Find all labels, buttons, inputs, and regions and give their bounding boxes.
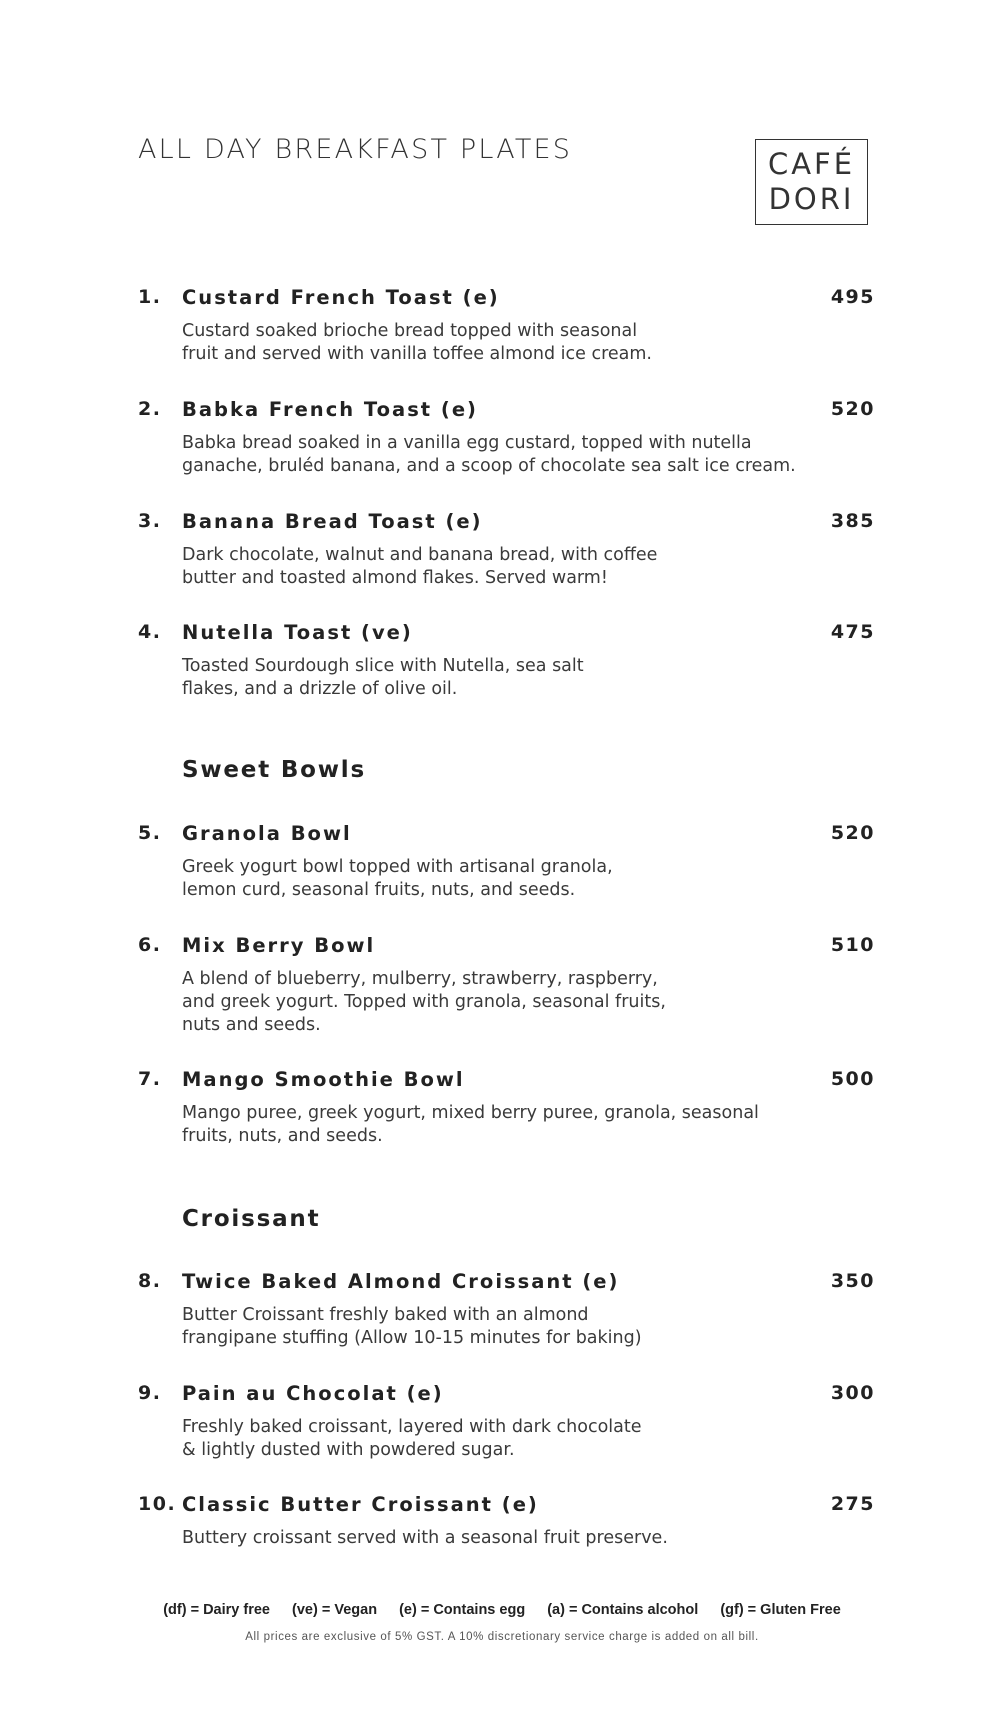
item-description	[182, 544, 882, 590]
item-price: 510	[830, 934, 875, 956]
item-number: 5.	[138, 822, 162, 844]
item-price: 275	[830, 1493, 875, 1515]
item-number: 10.	[138, 1493, 177, 1515]
description-line: Mango puree, greek yogurt, mixed berry puree, granola, seasonal	[182, 1103, 759, 1123]
description-line: Greek yogurt bowl topped with artisanal granola,	[182, 857, 613, 877]
dietary-legend	[0, 1602, 1004, 1618]
page-title: ALL DAY BREAKFAST PLATES	[138, 134, 573, 165]
description-line: Buttery croissant served with a seasonal fruit preserve.	[182, 1528, 668, 1548]
item-description	[182, 432, 882, 478]
legend-dairy-free: (df) = Dairy free	[163, 1602, 270, 1618]
item-number: 2.	[138, 398, 162, 420]
description-line: Freshly baked croissant, layered with dark chocolate	[182, 1417, 642, 1437]
description-line: and greek yogurt. Topped with granola, seasonal fruits,	[182, 992, 666, 1012]
item-name: Twice Baked Almond Croissant (e)	[182, 1270, 620, 1293]
description-line: Dark chocolate, walnut and banana bread, with coffee	[182, 545, 658, 565]
item-name: Banana Bread Toast (e)	[182, 510, 483, 533]
item-description	[182, 1102, 882, 1148]
description-line: lemon curd, seasonal fruits, nuts, and seeds.	[182, 880, 576, 900]
item-price: 500	[830, 1068, 875, 1090]
legend-gluten-free: (gf) = Gluten Free	[720, 1602, 841, 1618]
description-line: fruit and served with vanilla toffee almond ice cream.	[182, 344, 652, 364]
item-number: 1.	[138, 286, 162, 308]
item-name: Babka French Toast (e)	[182, 398, 478, 421]
item-description	[182, 968, 882, 1037]
item-description	[182, 1527, 882, 1550]
logo-line-dori: DORI	[768, 182, 855, 216]
item-name: Custard French Toast (e)	[182, 286, 500, 309]
legend-contains-alcohol: (a) = Contains alcohol	[547, 1602, 699, 1618]
item-number: 3.	[138, 510, 162, 532]
section-heading-sweet-bowls: Sweet Bowls	[182, 757, 366, 783]
description-line: A blend of blueberry, mulberry, strawberry, raspberry,	[182, 969, 658, 989]
cafe-logo	[755, 139, 868, 225]
item-number: 6.	[138, 934, 162, 956]
item-description	[182, 1304, 882, 1350]
item-price: 350	[830, 1270, 875, 1292]
item-number: 9.	[138, 1382, 162, 1404]
item-description	[182, 856, 882, 902]
description-line: & lightly dusted with powdered sugar.	[182, 1440, 515, 1460]
description-line: Toasted Sourdough slice with Nutella, sea salt	[182, 656, 584, 676]
item-name: Granola Bowl	[182, 822, 352, 845]
description-line: flakes, and a drizzle of olive oil.	[182, 679, 458, 699]
legend-contains-egg: (e) = Contains egg	[399, 1602, 526, 1618]
legend-vegan: (ve) = Vegan	[292, 1602, 378, 1618]
logo-line-cafe: CAFÉ	[767, 147, 856, 181]
item-name: Mango Smoothie Bowl	[182, 1068, 465, 1091]
description-line: frangipane stuffing (Allow 10-15 minutes for baking)	[182, 1328, 642, 1348]
item-description	[182, 320, 882, 366]
description-line: Babka bread soaked in a vanilla egg custard, topped with nutella	[182, 433, 752, 453]
item-description	[182, 655, 882, 701]
item-price: 520	[830, 822, 875, 844]
item-price: 300	[830, 1382, 875, 1404]
item-price: 475	[830, 621, 875, 643]
item-price: 495	[830, 286, 875, 308]
item-name: Pain au Chocolat (e)	[182, 1382, 444, 1405]
item-price: 385	[830, 510, 875, 532]
item-name: Nutella Toast (ve)	[182, 621, 413, 644]
description-line: fruits, nuts, and seeds.	[182, 1126, 383, 1146]
description-line: Custard soaked brioche bread topped with seasonal	[182, 321, 638, 341]
item-number: 8.	[138, 1270, 162, 1292]
description-line: ganache, bruléd banana, and a scoop of chocolate sea salt ice cream.	[182, 456, 796, 476]
pricing-footnote: All prices are exclusive of 5% GST. A 10% discretionary service charge is added on all bill.	[245, 1631, 759, 1643]
item-name: Classic Butter Croissant (e)	[182, 1493, 539, 1516]
item-description	[182, 1416, 882, 1462]
description-line: nuts and seeds.	[182, 1015, 321, 1035]
section-heading-croissant: Croissant	[182, 1206, 321, 1232]
item-name: Mix Berry Bowl	[182, 934, 376, 957]
item-number: 4.	[138, 621, 162, 643]
description-line: Butter Croissant freshly baked with an almond	[182, 1305, 589, 1325]
item-number: 7.	[138, 1068, 162, 1090]
description-line: butter and toasted almond flakes. Served warm!	[182, 568, 608, 588]
item-price: 520	[830, 398, 875, 420]
